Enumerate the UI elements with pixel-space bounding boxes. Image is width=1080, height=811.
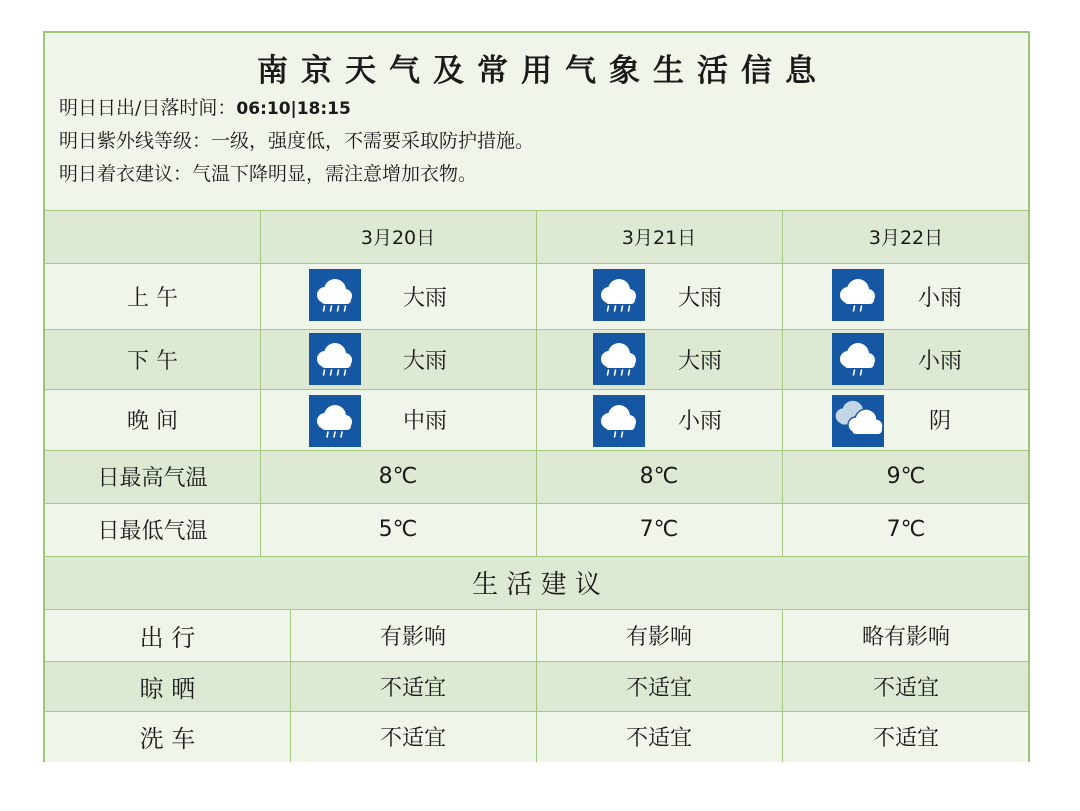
- clothing-advice-line: 明日着衣建议：气温下降明显，需注意增加衣物。: [59, 163, 478, 185]
- advice-label-travel: 出 行: [139, 623, 196, 652]
- low-temp-label: 日最低气温: [97, 519, 208, 544]
- weather-text: 小雨: [917, 348, 962, 374]
- high-temp-label: 日最高气温: [97, 466, 208, 491]
- advice-value: 有影响: [379, 624, 446, 650]
- high-temp-value: 9℃: [886, 464, 926, 489]
- high-temp-value: 8℃: [378, 464, 418, 489]
- light-rain-icon: [832, 333, 884, 385]
- weather-text: 阴: [928, 409, 951, 434]
- heavy-rain-icon: [593, 269, 645, 321]
- high-temp-value: 8℃: [639, 464, 679, 489]
- sunrise-sunset-label: 明日日出/日落时间：: [59, 97, 237, 119]
- low-temp-value: 7℃: [639, 517, 679, 542]
- advice-value: 不适宜: [625, 726, 692, 751]
- sunrise-sunset-value: 06:10|18:15: [236, 99, 351, 119]
- date-header-2: 3月21日: [621, 227, 697, 249]
- moderate-rain-icon: [309, 395, 361, 447]
- weather-text: 大雨: [402, 348, 447, 374]
- overcast-icon: [832, 395, 884, 447]
- light-rain-icon: [832, 269, 884, 321]
- low-temp-value: 5℃: [378, 517, 418, 542]
- weather-text: 小雨: [677, 409, 722, 434]
- advice-value: 不适宜: [872, 726, 939, 751]
- light-rain-icon: [593, 395, 645, 447]
- heavy-rain-icon: [309, 269, 361, 321]
- weather-text: 大雨: [677, 285, 722, 311]
- advice-value: 不适宜: [379, 675, 446, 701]
- page-title: 南京天气及常用气象生活信息: [257, 53, 829, 89]
- heavy-rain-icon: [309, 333, 361, 385]
- heavy-rain-icon: [593, 333, 645, 385]
- period-label-morning: 上 午: [127, 285, 178, 311]
- sunrise-sunset-line: [59, 93, 351, 120]
- date-header-1: 3月20日: [360, 227, 436, 249]
- advice-value: 略有影响: [861, 624, 950, 650]
- period-label-evening: 晚 间: [127, 409, 178, 434]
- weather-text: 大雨: [402, 285, 447, 311]
- advice-value: 不适宜: [625, 675, 692, 701]
- advice-label-drying: 晾 晒: [139, 674, 196, 703]
- advice-section-title: 生 活 建 议: [472, 570, 601, 600]
- weather-info-table: [43, 31, 1030, 762]
- weather-text: 中雨: [402, 409, 447, 434]
- advice-value: 不适宜: [379, 726, 446, 751]
- period-label-afternoon: 下 午: [127, 348, 178, 374]
- weather-text: 小雨: [917, 285, 962, 311]
- weather-text: 大雨: [677, 348, 722, 374]
- low-temp-value: 7℃: [886, 517, 926, 542]
- advice-value: 不适宜: [872, 675, 939, 701]
- advice-value: 有影响: [625, 624, 692, 650]
- advice-label-carwash: 洗 车: [139, 725, 196, 753]
- date-header-3: 3月22日: [868, 227, 944, 249]
- uv-level-line: 明日紫外线等级：一级，强度低，不需要采取防护措施。: [59, 130, 535, 152]
